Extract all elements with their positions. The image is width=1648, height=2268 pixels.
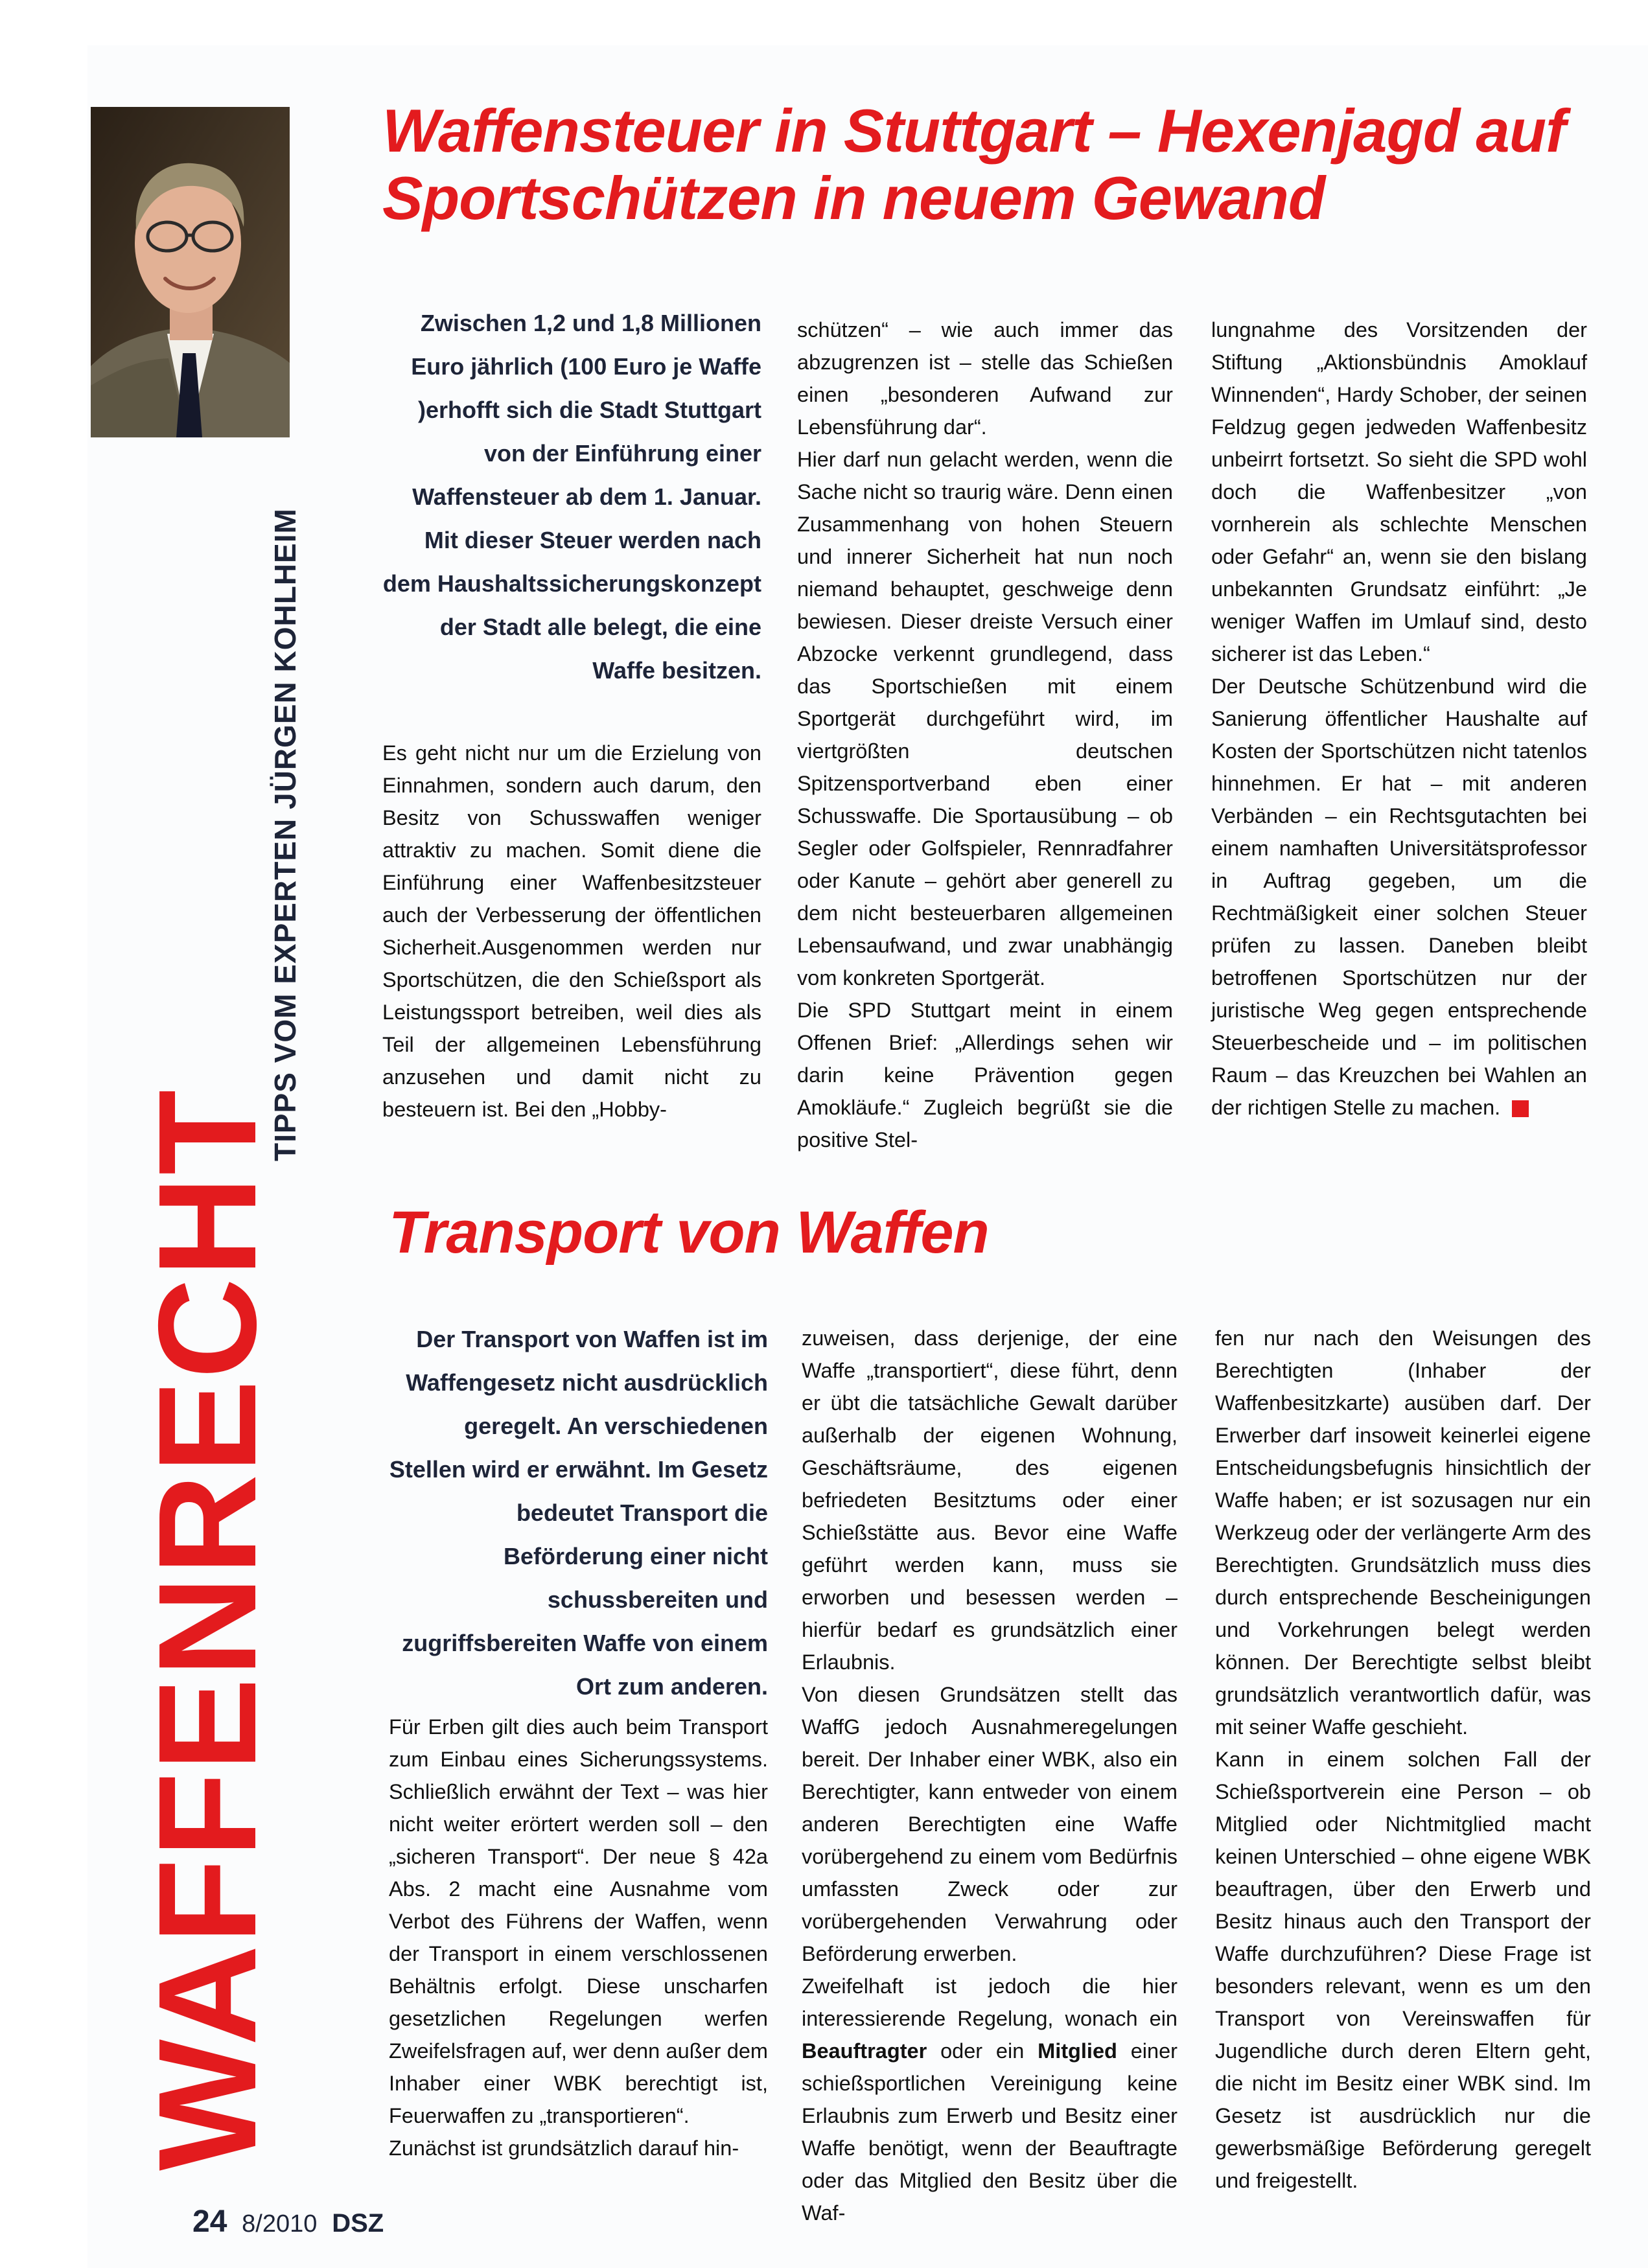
portrait-illustration bbox=[91, 107, 290, 437]
article1-column-1 bbox=[382, 737, 761, 1126]
article2-col3-p1: fen nur nach den Weisungen des Berechtigten (Inhaber der Waffenbesitzkarte) ausüben darf. Der Erwerber darf insoweit keinerlei eigene Entscheidungsbefugnis hinsichtlich der Waffe haben; er ist sozusagen nur ein Werkzeug oder der verlängerte Arm des Berechtigten. Grundsätzlich muss dies durch entsprechende Bescheinigungen und Vorkehrungen belegt werden können. Der Berechtigte selbst bleibt grundsätzlich verantwortlich dafür, was mit seiner Waffe geschieht. bbox=[1215, 1326, 1591, 1739]
article2-col2-p3-text-a: Zweifelhaft ist jedoch die hier interessierende Regelung, wonach ein bbox=[802, 1974, 1178, 2030]
author-portrait bbox=[91, 107, 290, 437]
article2-column-1 bbox=[389, 1711, 768, 2164]
article2-column-3 bbox=[1215, 1322, 1591, 2197]
article2-column-2 bbox=[802, 1322, 1178, 2229]
section-title: WAFFENRECHT bbox=[129, 1088, 285, 2171]
term-mitglied: Mitglied bbox=[1038, 2039, 1117, 2063]
article1-headline: Waffensteuer in Stuttgart – Hexenjagd auf Sportschützen in neuem Gewand bbox=[382, 97, 1566, 232]
end-mark-icon bbox=[1512, 1100, 1529, 1117]
article2-col1-p2: Zunächst ist grundsätzlich darauf hin- bbox=[389, 2136, 739, 2160]
article2-lead: Der Transport von Waffen ist im Waffengesetz nicht ausdrücklich geregelt. An verschiedenen Stellen wird er erwähnt. Im Gesetz bedeutet Transport die Beförderung einer nicht schussbereiten und zugriffsbereiten Waffe von einem Ort zum anderen. bbox=[389, 1326, 768, 1700]
article1-col3-p1: lungnahme des Vorsitzenden der Stiftung „Aktionsbündnis Amoklauf Winnenden“, Hardy Schober, der seinen Feldzug gegen jedweden Waffenbesitz unbeirrt fortsetzt. So sieht die SPD wohl doch die Waffenbesitzer „von vornherein als schlechte Menschen oder Gefahr“ an, wenn sie den bislang unbekannten Grundsatz einführt: „Je weniger Waffen im Umlauf sind, desto sicherer ist das Leben.“ bbox=[1211, 318, 1587, 665]
issue-label: 8/2010 bbox=[242, 2210, 318, 2238]
article1-col2-p2: Hier darf nun gelacht werden, wenn die Sache nicht so traurig wäre. Denn einen Zusammenhang von hohen Steuern und innerer Sicherheit hat nun noch niemand behauptet, geschweige denn bewiesen. Dieser dreiste Versuch einer Abzocke verkennt grundlegend, dass das Sportschießen mit einem Sportgerät durchgeführt wird, im viertgrößten deutschen Spitzensportverband eben einer Schusswaffe. Die Sportausübung – ob Segler oder Golfspieler, Rennradfahrer oder Kanute – gehört aber generell zu dem nicht besteuerbaren allgemeinen Lebensaufwand, und zwar unabhängig vom konkreten Sportgerät. bbox=[797, 448, 1173, 989]
section-subtitle: TIPPS VOM EXPERTEN JÜRGEN KOHLHEIM bbox=[268, 508, 302, 1161]
article2-col2-p3-text-c: einer schießsportlichen Vereinigung keine Erlaubnis zum Erwerb und Besitz einer Waffe benötigt, wenn der Beauftragte oder das Mitglied den Besitz über die Waf- bbox=[802, 2039, 1178, 2225]
article1-col1-text: Es geht nicht nur um die Erzielung von Einnahmen, sondern auch darum, den Besitz von Schusswaffen weniger attraktiv zu machen. Somit diene die Einführung einer Waffenbesitzsteuer auch der Verbesserung der öffentlichen Sicherheit.Ausgenommen werden nur Sportschützen, die den Schießsport als Leistungssport betreiben, weil dies als Teil der allgemeinen Lebensführung anzusehen und damit nicht zu besteuern ist. Bei den „Hobby- bbox=[382, 741, 761, 1121]
article2-col2-p2: Von diesen Grundsätzen stellt das WaffG jedoch Ausnahmeregelungen bereit. Der Inhaber einer WBK, also ein Berechtigter, kann entweder von einem anderen Berechtigten eine Waffe vorübergehend zu einem vom Bedürfnis umfassten Zweck oder zur vorübergehenden Verwahrung oder Beförderung erwerben. bbox=[802, 1683, 1178, 1965]
article2-col1-p1: Für Erben gilt dies auch beim Transport zum Einbau eines Sicherungssystems. Schließlich erwähnt der Text – was hier nicht weiter erörtert werden soll – den „sicheren Transport“. Der neue § 42a Abs. 2 macht eine Ausnahme vom Verbot des Führens der Waffen, wenn der Transport in einem verschlossenen Behältnis erfolgt. Diese unscharfen gesetzlichen Regelungen werfen Zweifelsfragen auf, wer denn außer dem Inhaber einer WBK berechtigt ist, Feuerwaffen zu „transportieren“. bbox=[389, 1715, 768, 2127]
page-number: 24 bbox=[192, 2204, 227, 2239]
article2-col2-p3-text-b: oder ein bbox=[927, 2039, 1038, 2063]
article1-col2-p3: Die SPD Stuttgart meint in einem Offenen Brief: „Allerdings sehen wir darin keine Prävention gegen Amokläufe.“ Zugleich begrüßt sie die positive Stel- bbox=[797, 999, 1173, 1151]
article1-lead: Zwischen 1,2 und 1,8 Millionen Euro jährlich (100 Euro je Waffe )erhofft sich die Stadt Stuttgart von der Einführung einer Waffensteuer ab dem 1. Januar. Mit dieser Steuer werden nach dem Haushaltssicherungskonzept der Stadt alle belegt, die eine Waffe besitzen. bbox=[382, 310, 761, 684]
article1-col3-p2 bbox=[1211, 670, 1587, 1124]
article2-col2-p1: zuweisen, dass derjenige, der eine Waffe „transportiert“, diese führt, denn er übt die tatsächliche Gewalt darüber außerhalb der eigenen Wohnung, Geschäftsräume, des eigenen befriedeten Besitztums oder einer Schießstätte aus. Bevor eine Waffe geführt werden kann, muss sie erworben und besessen werden – hierfür bedarf es grundsätzlich einer Erlaubnis. bbox=[802, 1326, 1178, 1674]
article1-column-2 bbox=[797, 314, 1173, 1156]
article1-col3-p2-text: Der Deutsche Schützenbund wird die Sanierung öffentlicher Haushalte auf Kosten der Sportschützen nicht tatenlos hinnehmen. Er hat – mit anderen Verbänden – ein Rechtsgutachten bei einem namhaften Universitätsprofessor in Auftrag gegeben, um die Rechtmäßigkeit einer solchen Steuer prüfen zu lassen. Daneben bleibt betroffenen Sportschützen nur der juristische Weg gegen entsprechende Steuerbescheide und – im politischen Raum – das Kreuzchen bei Wahlen an der richtigen Stelle zu machen. bbox=[1211, 675, 1587, 1119]
article2-col2-p3 bbox=[802, 1970, 1178, 2229]
article2-col3-p2: Kann in einem solchen Fall der Schießsportverein eine Person – ob Mitglied oder Nichtmitglied macht keinen Unterschied – ohne eigene WBK beauftragen, über den Erwerb und Besitz hinaus auch den Transport der Waffe durchzuführen? Diese Frage ist besonders relevant, wenn es um den Transport von Vereinswaffen für Jugendliche durch deren Eltern geht, die nicht im Besitz einer WBK sind. Im Gesetz ist ausdrücklich nur die gewerbsmäßige Beförderung geregelt und freigestellt. bbox=[1215, 1748, 1591, 2192]
article1-column-3 bbox=[1211, 314, 1587, 1124]
magazine-name: DSZ bbox=[332, 2209, 384, 2238]
article1-col2-p1: schützen“ – wie auch immer das abzugrenzen ist – stelle das Schießen einen „besonderen Aufwand zur Lebensführung dar“. bbox=[797, 318, 1173, 439]
term-beauftragter: Beauftragter bbox=[802, 2039, 927, 2063]
page-footer bbox=[192, 2202, 384, 2243]
article2-headline: Transport von Waffen bbox=[389, 1199, 989, 1266]
section-label bbox=[129, 447, 311, 2184]
